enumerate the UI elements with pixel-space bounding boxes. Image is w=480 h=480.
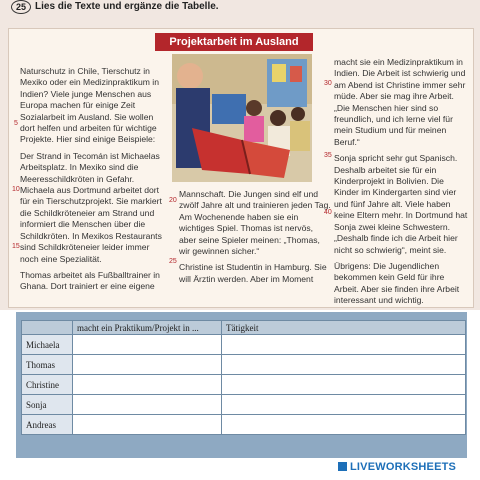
article-column-2 bbox=[179, 189, 331, 290]
row-name: Michaela bbox=[22, 335, 73, 355]
line-number: 5 bbox=[14, 120, 18, 127]
place-input[interactable] bbox=[73, 355, 222, 375]
classroom-photo bbox=[172, 54, 312, 182]
line-number: 35 bbox=[324, 152, 332, 159]
row-name: Sonja bbox=[22, 395, 73, 415]
table-header-place: macht ein Praktikum/Projekt in ... bbox=[73, 321, 222, 335]
line-number: 15 bbox=[12, 243, 20, 250]
task-instruction: Lies die Texte und ergänze die Tabelle. bbox=[35, 1, 219, 12]
watermark-text: LIVEWORKSHEETS bbox=[350, 461, 457, 473]
row-name: Christine bbox=[22, 375, 73, 395]
activity-input[interactable] bbox=[222, 415, 466, 435]
place-input[interactable] bbox=[73, 335, 222, 355]
line-number: 20 bbox=[169, 197, 177, 204]
row-name: Andreas bbox=[22, 415, 73, 435]
watermark bbox=[338, 461, 456, 473]
line-number: 40 bbox=[324, 209, 332, 216]
paragraph-sonja: Sonja spricht sehr gut Spanisch. Deshalb arbeitet sie für ein Kinderprojekt in Bolivien. Die Kinder im Kindergarten sind vier und fünf Jahre alt. Viele haben keine Eltern mehr. In Dortmund hat Sonja zwei kleine Schwestern. „Deshalb finde ich die Arbeit hier nicht so schwierig“, meint sie. bbox=[334, 153, 468, 255]
table-header-activity: Tätigkeit bbox=[222, 321, 466, 335]
table-row bbox=[22, 355, 466, 375]
paragraph-conclusion: Übrigens: Die Jugendlichen bekommen kein Geld für ihre Arbeit. Aber sie finden ihre Arbeit interessant und wichtig. bbox=[334, 260, 460, 306]
table-header-row bbox=[22, 321, 466, 335]
activity-input[interactable] bbox=[222, 335, 466, 355]
line-number: 30 bbox=[324, 80, 332, 87]
paragraph-christine: Christine ist Studentin in Hamburg. Sie will Ärztin werden. Aber im Moment bbox=[179, 262, 327, 284]
table-row bbox=[22, 375, 466, 395]
activity-input[interactable] bbox=[222, 355, 466, 375]
place-input[interactable] bbox=[73, 415, 222, 435]
table-row bbox=[22, 335, 466, 355]
article-title: Projektarbeit im Ausland bbox=[155, 33, 313, 51]
paragraph-christine-cont: macht sie ein Medizinpraktikum in Indien. Die Arbeit ist schwierig und am Abend ist Christine immer sehr müde. Aber sie mag ihre Arbeit. „Die Menschen hier sind so freundlich, und ich lerne viel für mein Studium und für meinen Beruf.“ bbox=[334, 57, 466, 147]
table-row bbox=[22, 415, 466, 435]
place-input[interactable] bbox=[73, 395, 222, 415]
paragraph-thomas-cont: Mannschaft. Die Jungen sind elf und zwölf Jahre alt und trainieren jeden Tag. Am Wochenende haben sie ein wichtiges Spiel. Thomas ist nervös, aber seine Spieler meinen: „Thomas, wir gewinnen sicher.“ bbox=[179, 189, 331, 257]
table-row bbox=[22, 395, 466, 415]
article-column-3 bbox=[334, 57, 470, 312]
activity-input[interactable] bbox=[222, 395, 466, 415]
liveworksheets-logo-icon bbox=[338, 462, 347, 471]
place-input[interactable] bbox=[73, 375, 222, 395]
line-number: 10 bbox=[12, 186, 20, 193]
line-number: 25 bbox=[169, 258, 177, 265]
paragraph-intro: Naturschutz in Chile, Tierschutz in Mexiko oder ein Medizinpraktikum in Indien? Viele junge Menschen aus Europa machen für einige Zeit Sozialarbeit im Ausland. Sie wollen dort helfen und arbeiten für wichtige Projekte. Hier sind einige Beispiele: bbox=[20, 66, 159, 145]
activity-input[interactable] bbox=[222, 375, 466, 395]
table-header-name bbox=[22, 321, 73, 335]
article-column-1 bbox=[20, 66, 168, 298]
paragraph-thomas: Thomas arbeitet als Fußballtrainer in Ghana. Dort trainiert er eine eigene bbox=[20, 269, 160, 292]
task-number: 25 bbox=[11, 0, 31, 14]
paragraph-michaela: Der Strand in Tecomán ist Michaelas Arbeitsplatz. In Mexiko sind die Meeresschildkröten in Gefahr. Michaela aus Dortmund arbeitet dort für ein Tierschutzprojekt. Sie markiert die Schildkröteneier am Strand und informiert die Menschen über die Schildkröten. In Mexikos Restaurants sind Schildkröteneier leider immer noch eine Spezialität. bbox=[20, 150, 162, 264]
row-name: Thomas bbox=[22, 355, 73, 375]
answer-table bbox=[21, 320, 466, 435]
